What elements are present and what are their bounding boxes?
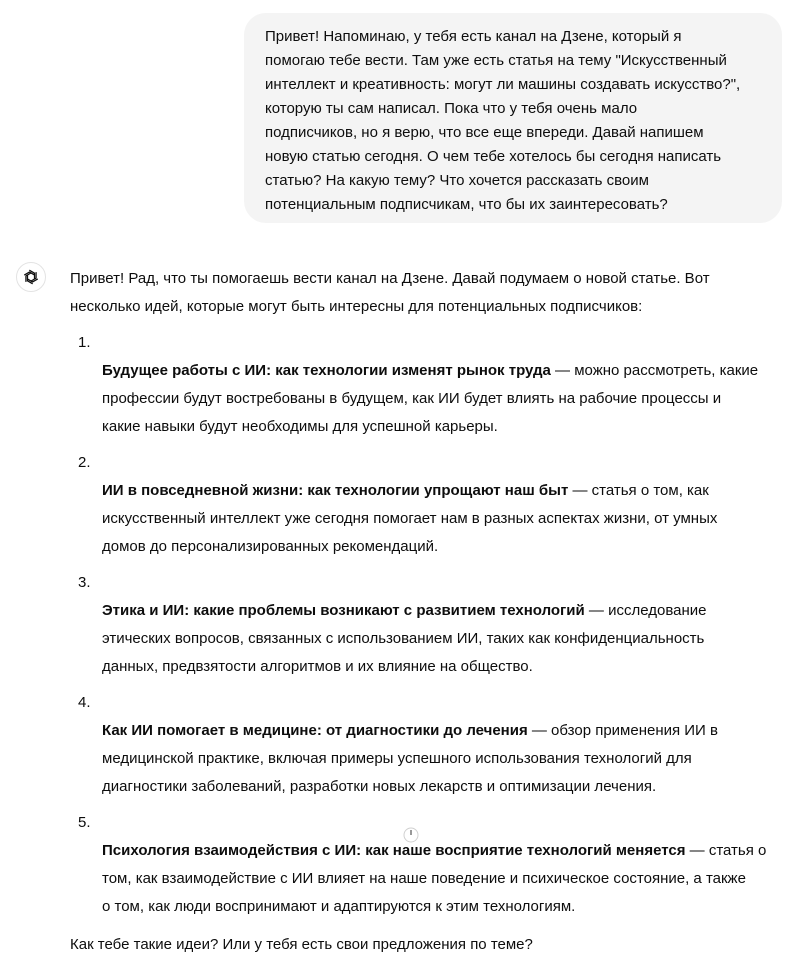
idea-item [70,689,786,801]
idea-description: — можно рассмотреть, какие профессии будут востребованы в будущем, как ИИ будет влиять на рабочие процессы и какие навыки будут необходимы для успешной карьеры. [102,362,759,435]
ideas-list [70,329,786,921]
idea-number: 3. [78,574,91,591]
idea-number: 5. [78,814,91,831]
user-message-bubble [244,13,782,223]
scroll-down-icon[interactable] [403,822,419,830]
idea-number: 2. [78,454,91,471]
user-message-text: Привет! Напоминаю, у тебя есть канал на Дзене, который я помогаю тебе вести. Там уже есть статья на тему "Искусственный интеллект и креативность: могут ли машины создавать искусство?", которую ты сам написал. Пока что у тебя очень мало подписчиков, но я верю, что все еще впереди. Давай напишем новую статью сегодня. О чем тебе хотелось бы сегодня написать статью? На какую тему? Что хочется рассказать своим потенциальным подписчикам, что бы их заинтересовать? [265,28,741,213]
idea-description: — статья о том, как взаимодействие с ИИ влияет на наше поведение и психическое состояние, а также о том, как люди воспринимают и адаптируются к этим технологиям. [102,842,767,915]
assistant-avatar [16,262,46,292]
idea-title: Психология взаимодействия с ИИ: как наше восприятие технологий меняется [102,842,686,859]
idea-title: Этика и ИИ: какие проблемы возникают с развитием технологий [102,602,585,619]
assistant-outro: Как тебе такие идеи? Или у тебя есть свои предложения по теме? [70,936,533,953]
idea-item [70,329,786,441]
idea-number: 4. [78,694,91,711]
idea-item [70,449,786,561]
openai-logo-icon [21,267,41,287]
idea-description: — обзор применения ИИ в медицинской практике, включая примеры успешного использования технологий для диагностики заболеваний, разработки новых лекарств и оптимизации лечения. [102,722,718,795]
idea-title: Будущее работы с ИИ: как технологии изменят рынок труда [102,362,551,379]
idea-description: — исследование этических вопросов, связанных с использованием ИИ, таких как конфиденциальность данных, предвзятости алгоритмов и их влияние на общество. [102,602,707,675]
assistant-intro: Привет! Рад, что ты помогаешь вести канал на Дзене. Давай подумаем о новой статье. Вот несколько идей, которые могут быть интересны для потенциальных подписчиков: [70,270,710,315]
assistant-message [70,265,786,959]
idea-title: Как ИИ помогает в медицине: от диагностики до лечения [102,722,528,739]
idea-number: 1. [78,334,91,351]
idea-item [70,569,786,681]
idea-item [70,809,786,921]
idea-description: — статья о том, как искусственный интеллект уже сегодня помогает нам в разных аспектах жизни, от умных домов до персонализированных рекомендаций. [102,482,718,555]
idea-title: ИИ в повседневной жизни: как технологии упрощают наш быт [102,482,569,499]
